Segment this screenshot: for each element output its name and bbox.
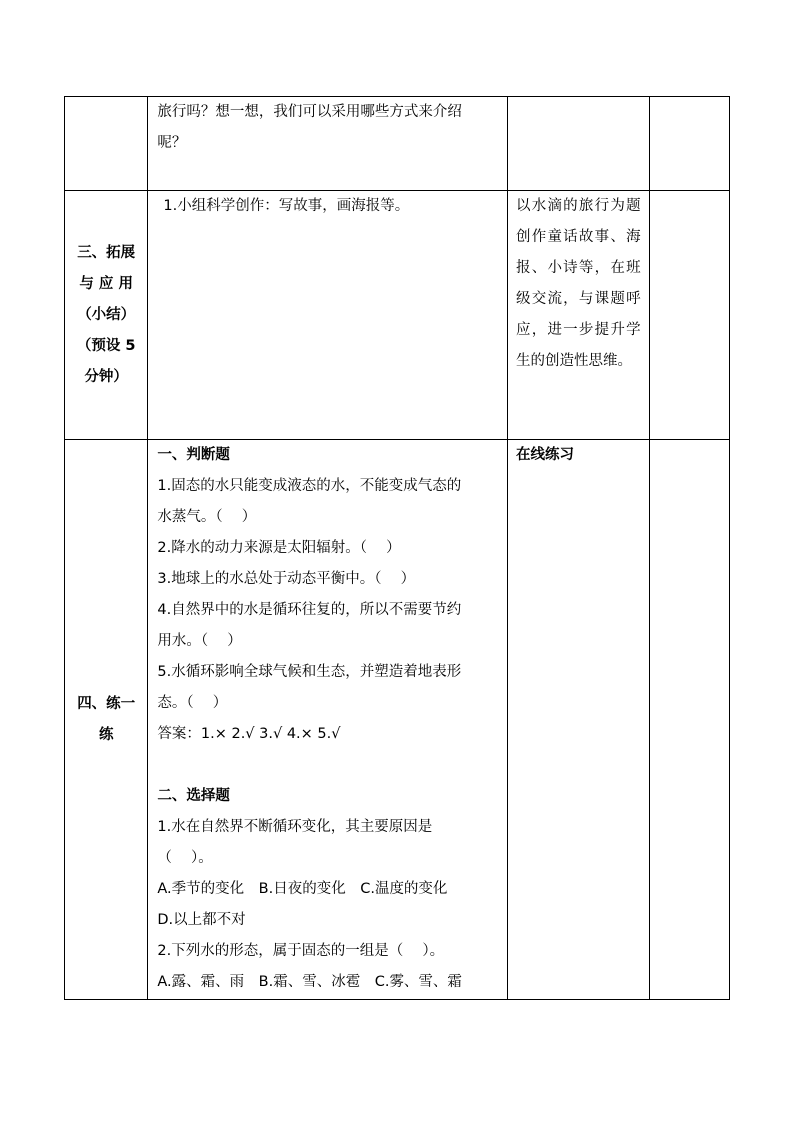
table-row-extension	[65, 191, 730, 440]
blank-line	[157, 750, 500, 781]
stage-cell	[65, 440, 148, 1000]
answer-line: 答案：1.× 2.√ 3.√ 4.× 5.√	[157, 726, 341, 742]
extra-cell	[649, 440, 729, 1000]
question-line: 1.固态的水只能变成液态的水，不能变成气态的	[157, 478, 462, 494]
content-cell	[148, 440, 508, 1000]
extra-cell	[649, 191, 729, 440]
design-note: 以水滴的旅行为题创作童话故事、海报、小诗等，在班级交流，与课题呼应，进一步提升学生的创造性思维。	[515, 198, 641, 369]
question-line: 用水。（ ）	[157, 633, 242, 649]
question-line: 3.地球上的水总处于动态平衡中。（ ）	[157, 571, 416, 587]
content-cell	[148, 97, 508, 191]
content-line: 1.小组科学创作：写故事，画海报等。	[163, 198, 410, 214]
question-line: 2.降水的动力来源是太阳辐射。（ ）	[157, 540, 401, 556]
stage-cell	[65, 191, 148, 440]
question-line: A.季节的变化 B.日夜的变化 C.温度的变化	[157, 881, 448, 897]
table-row-continuation	[65, 97, 730, 191]
online-practice-label: 在线练习	[515, 447, 574, 463]
stage-label: 四、练一	[77, 695, 136, 712]
lesson-plan-table	[64, 96, 730, 1000]
question-line: A.露、霜、雨 B.霜、雪、冰雹 C.雾、雪、霜	[157, 974, 462, 990]
note-cell	[507, 97, 649, 191]
table-row-practice	[65, 440, 730, 1000]
question-line: 水蒸气。（ ）	[157, 509, 257, 525]
stage-label: 三、拓展	[77, 244, 136, 261]
stage-cell	[65, 97, 148, 191]
question-line: （ ）。	[157, 850, 213, 866]
question-line: 态。（ ）	[157, 695, 228, 711]
question-line: 1.水在自然界不断循环变化，其主要原因是	[157, 819, 433, 835]
note-cell	[507, 440, 649, 1000]
stage-label: 练	[98, 726, 114, 743]
question-line: 5.水循环影响全球气候和生态，并塑造着地表形	[157, 664, 462, 680]
content-line: 呢？	[157, 135, 187, 151]
section-title: 一、判断题	[157, 447, 230, 463]
stage-label: （预设 5	[76, 337, 136, 354]
content-line: 旅行吗？想一想，我们可以采用哪些方式来介绍	[157, 104, 462, 120]
content-cell	[148, 191, 508, 440]
note-cell	[507, 191, 649, 440]
question-line: 4.自然界中的水是循环往复的，所以不需要节约	[157, 602, 462, 618]
stage-label: 分钟）	[84, 368, 128, 385]
extra-cell	[649, 97, 729, 191]
question-line: D.以上都不对	[157, 912, 246, 928]
stage-label: （小结）	[77, 306, 136, 323]
question-line: 2.下列水的形态，属于固态的一组是（ ）。	[157, 943, 445, 959]
stage-label: 与 应 用	[79, 275, 133, 292]
section-title: 二、选择题	[157, 788, 230, 804]
